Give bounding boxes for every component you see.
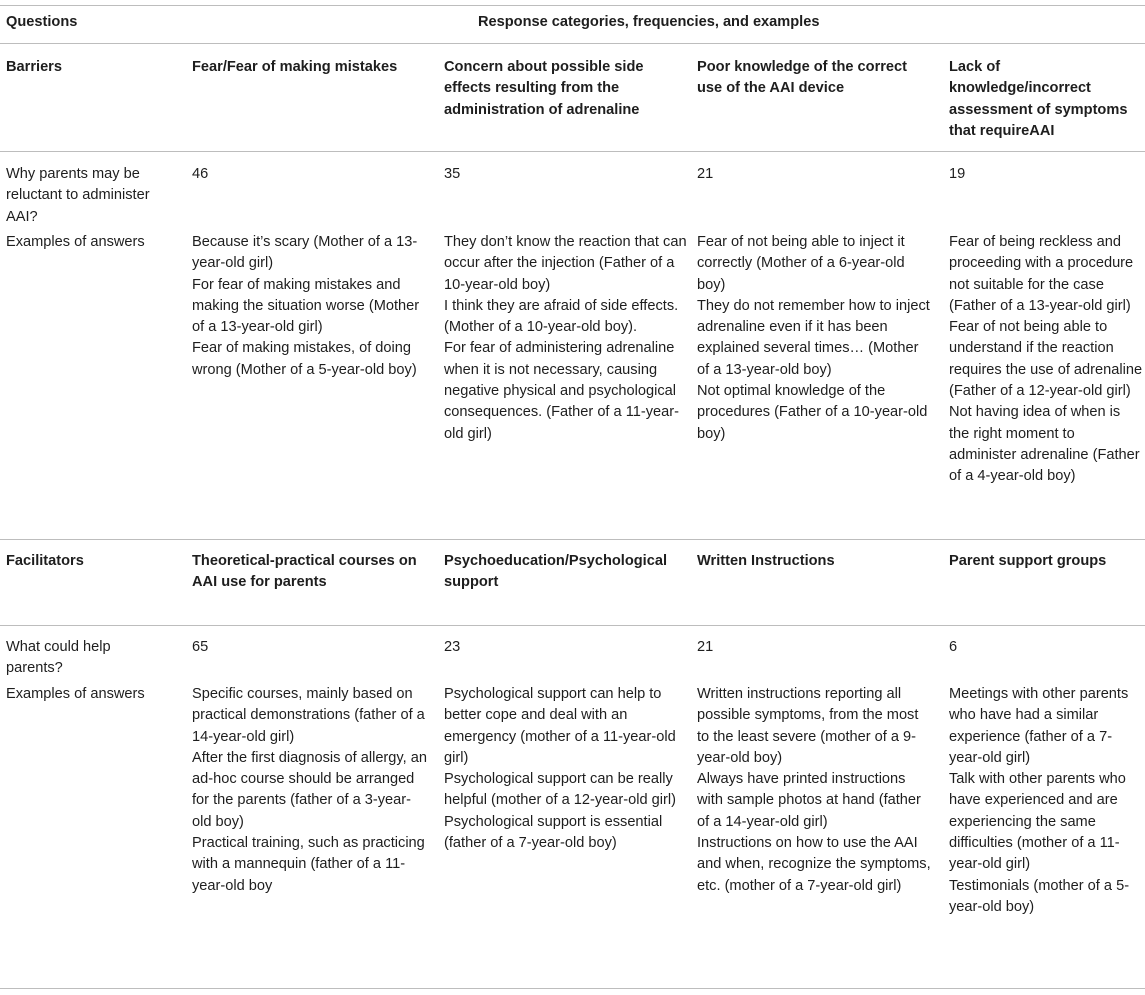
example-answer: Fear of not being able to inject it correctly (Mother of a 6-year-old boy): [697, 234, 905, 293]
header-responses: Response categories, frequencies, and examples: [478, 14, 820, 30]
barrier-category: Poor knowledge of the correct use of the AAI device: [697, 59, 908, 97]
table-bottom-rule: [0, 988, 1145, 989]
facilitators-question: What could help parents?: [6, 639, 111, 677]
barrier-frequency: 35: [444, 166, 461, 182]
barrier-category: Lack of knowledge/incorrect assessment of symptoms that requireAAI: [949, 59, 1128, 139]
barrier-category: Concern about possible side effects resulting from the administration of adrenaline: [444, 59, 644, 118]
header-questions: Questions: [6, 14, 78, 30]
example-answer: Talk with other parents who have experienced and are experiencing the same difficulties (mother of a 11-year-old girl): [949, 771, 1126, 873]
example-answer: Specific courses, mainly based on practical demonstrations (father of a 14-year-old girl): [192, 686, 425, 745]
section-rule: [0, 539, 1145, 540]
facilitator-category: Written Instructions: [697, 553, 835, 569]
facilitator-frequency: 21: [697, 639, 714, 655]
barriers-examples-label: Examples of answers: [6, 234, 145, 250]
barrier-examples: [949, 232, 1143, 488]
facilitators-header-rule: [0, 625, 1145, 626]
facilitators-label: Facilitators: [6, 553, 84, 569]
barrier-examples: [697, 232, 932, 445]
example-answer: Instructions on how to use the AAI and when, recognize the symptoms, etc. (mother of a 7-year-old girl): [697, 835, 931, 894]
example-answer: Fear of making mistakes, of doing wrong (Mother of a 5-year-old boy): [192, 340, 417, 378]
facilitator-frequency: 6: [949, 639, 958, 655]
facilitator-category: Psychoeducation/Psychological support: [444, 553, 668, 591]
barrier-category: Fear/Fear of making mistakes: [192, 59, 398, 75]
example-answer: I think they are afraid of side effects. (Mother of a 10-year-old boy).: [444, 297, 679, 336]
example-answer: Always have printed instructions with sample photos at hand (father of a 14-year-old girl): [697, 771, 921, 830]
example-answer: Fear of being reckless and proceeding with a procedure not suitable for the case (Father of a 13-year-old girl): [949, 234, 1134, 314]
example-answer: Practical training, such as practicing with a mannequin (father of a 11-year-old boy: [192, 835, 425, 894]
facilitator-examples: [697, 684, 932, 897]
barrier-frequency: 46: [192, 166, 209, 182]
example-answer: After the first diagnosis of allergy, an ad-hoc course should be arranged for the parents (father of a 3-year-old boy): [192, 749, 427, 830]
example-answer: They do not remember how to inject adrenaline even if it has been explained several times… (Mother of a 13-year-old boy): [697, 297, 930, 378]
facilitator-examples: [949, 684, 1143, 918]
facilitator-frequency: 65: [192, 639, 209, 655]
barriers-question: Why parents may be reluctant to administer AAI?: [6, 166, 150, 225]
example-answer: Psychological support can help to better cope and deal with an emergency (mother of a 11-year-old girl): [444, 686, 676, 766]
facilitator-examples: [192, 684, 427, 897]
barrier-examples: [444, 232, 689, 445]
example-answer: Meetings with other parents who have had a similar experience (father of a 7-year-old girl): [949, 686, 1129, 766]
example-answer: Because it’s scary (Mother of a 13-year-old girl): [192, 234, 418, 272]
facilitator-frequency: 23: [444, 639, 461, 655]
barriers-header-rule: [0, 151, 1145, 152]
example-answer: They don’t know the reaction that can occur after the injection (Father of a 10-year-old boy): [444, 234, 687, 293]
facilitator-examples: [444, 684, 689, 854]
example-answer: Fear of not being able to understand if the reaction requires the use of adrenaline (Father of a 12-year-old girl): [949, 319, 1143, 400]
facilitator-category: Theoretical-practical courses on AAI use for parents: [192, 553, 417, 591]
example-answer: For fear of making mistakes and making the situation worse (Mother of a 13-year-old girl): [192, 276, 420, 336]
table-top-rule: [0, 5, 1145, 6]
barrier-frequency: 21: [697, 166, 714, 182]
barrier-frequency: 19: [949, 166, 966, 182]
example-answer: Psychological support can be really helpful (mother of a 12-year-old girl): [444, 771, 676, 809]
example-answer: Testimonials (mother of a 5-year-old boy): [949, 877, 1130, 915]
example-answer: Psychological support is essential (father of a 7-year-old boy): [444, 813, 663, 852]
facilitators-examples-label: Examples of answers: [6, 686, 145, 702]
facilitator-category: Parent support groups: [949, 553, 1107, 569]
example-answer: Written instructions reporting all possible symptoms, from the most to the least severe (mother of a 9-year-old boy): [697, 686, 919, 766]
example-answer: Not having idea of when is the right moment to administer adrenaline (Father of a 4-year-old boy): [949, 404, 1140, 485]
example-answer: For fear of administering adrenaline when it is not necessary, causing negative physical and psychological consequences. (Father of a 11-year-old girl): [444, 340, 679, 442]
header-rule: [0, 43, 1145, 44]
barriers-label: Barriers: [6, 59, 62, 75]
barrier-examples: [192, 232, 427, 381]
example-answer: Not optimal knowledge of the procedures (Father of a 10-year-old boy): [697, 383, 928, 442]
